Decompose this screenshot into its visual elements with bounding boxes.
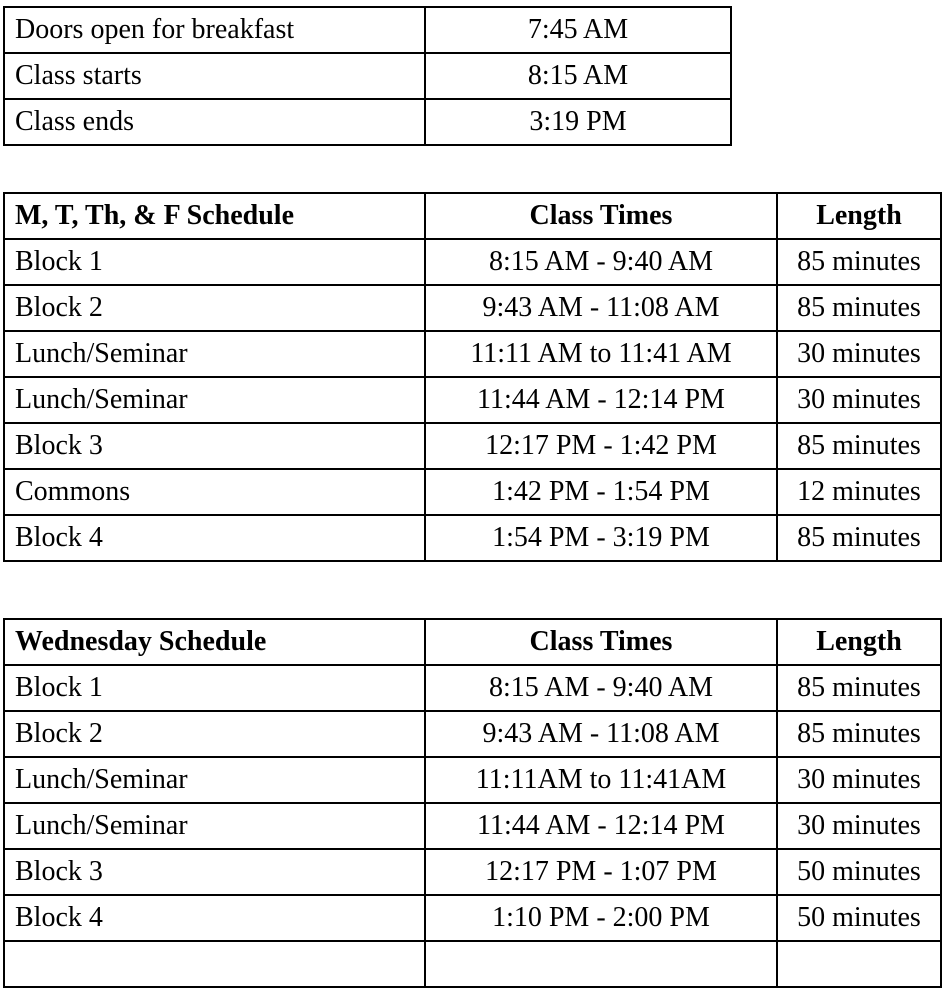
block-name: Lunch/Seminar	[4, 757, 425, 803]
block-length	[777, 941, 941, 987]
column-header-schedule-name: Wednesday Schedule	[4, 619, 425, 665]
table-row	[4, 711, 941, 757]
block-times: 8:15 AM - 9:40 AM	[425, 239, 777, 285]
block-name: Commons	[4, 469, 425, 515]
column-header-length: Length	[777, 619, 941, 665]
daily-time-label: Doors open for breakfast	[4, 7, 425, 53]
table-row	[4, 423, 941, 469]
block-name: Block 4	[4, 515, 425, 561]
table-row	[4, 53, 731, 99]
block-name: Block 4	[4, 895, 425, 941]
table-row	[4, 941, 941, 987]
block-length: 85 minutes	[777, 239, 941, 285]
block-name: Block 1	[4, 665, 425, 711]
table-row	[4, 239, 941, 285]
daily-time-value: 3:19 PM	[425, 99, 731, 145]
table-row	[4, 515, 941, 561]
column-header-class-times: Class Times	[425, 193, 777, 239]
mtthf-schedule-body	[4, 239, 941, 561]
table-row	[4, 895, 941, 941]
table-row	[4, 377, 941, 423]
block-length: 12 minutes	[777, 469, 941, 515]
block-length: 50 minutes	[777, 895, 941, 941]
block-name	[4, 941, 425, 987]
wednesday-schedule-table	[3, 618, 942, 988]
block-times	[425, 941, 777, 987]
block-times: 1:10 PM - 2:00 PM	[425, 895, 777, 941]
block-length: 30 minutes	[777, 757, 941, 803]
block-name: Block 2	[4, 711, 425, 757]
daily-times-table	[3, 6, 732, 146]
table-row	[4, 849, 941, 895]
table-row	[4, 757, 941, 803]
block-times: 1:54 PM - 3:19 PM	[425, 515, 777, 561]
table-row	[4, 469, 941, 515]
block-name: Block 3	[4, 423, 425, 469]
block-times: 8:15 AM - 9:40 AM	[425, 665, 777, 711]
wednesday-schedule-header	[4, 619, 941, 665]
table-row	[4, 7, 731, 53]
block-times: 12:17 PM - 1:07 PM	[425, 849, 777, 895]
block-times: 11:44 AM - 12:14 PM	[425, 377, 777, 423]
mtthf-schedule-table	[3, 192, 942, 562]
wednesday-schedule-body	[4, 665, 941, 987]
daily-time-label: Class ends	[4, 99, 425, 145]
block-times: 11:11 AM to 11:41 AM	[425, 331, 777, 377]
block-name: Lunch/Seminar	[4, 803, 425, 849]
block-name: Block 3	[4, 849, 425, 895]
table-row	[4, 99, 731, 145]
block-length: 85 minutes	[777, 665, 941, 711]
block-length: 50 minutes	[777, 849, 941, 895]
block-times: 12:17 PM - 1:42 PM	[425, 423, 777, 469]
column-header-class-times: Class Times	[425, 619, 777, 665]
table-row	[4, 665, 941, 711]
block-length: 30 minutes	[777, 803, 941, 849]
daily-time-label: Class starts	[4, 53, 425, 99]
block-length: 85 minutes	[777, 515, 941, 561]
table-header-row	[4, 619, 941, 665]
column-header-schedule-name: M, T, Th, & F Schedule	[4, 193, 425, 239]
block-length: 85 minutes	[777, 423, 941, 469]
table-row	[4, 803, 941, 849]
daily-time-value: 8:15 AM	[425, 53, 731, 99]
block-times: 9:43 AM - 11:08 AM	[425, 711, 777, 757]
block-name: Lunch/Seminar	[4, 377, 425, 423]
block-times: 11:11AM to 11:41AM	[425, 757, 777, 803]
daily-time-value: 7:45 AM	[425, 7, 731, 53]
block-name: Block 2	[4, 285, 425, 331]
block-times: 9:43 AM - 11:08 AM	[425, 285, 777, 331]
block-times: 11:44 AM - 12:14 PM	[425, 803, 777, 849]
block-times: 1:42 PM - 1:54 PM	[425, 469, 777, 515]
block-length: 85 minutes	[777, 711, 941, 757]
table-row	[4, 331, 941, 377]
table-header-row	[4, 193, 941, 239]
block-name: Block 1	[4, 239, 425, 285]
daily-times-body	[4, 7, 731, 145]
mtthf-schedule-header	[4, 193, 941, 239]
block-length: 30 minutes	[777, 377, 941, 423]
block-name: Lunch/Seminar	[4, 331, 425, 377]
column-header-length: Length	[777, 193, 941, 239]
table-row	[4, 285, 941, 331]
block-length: 85 minutes	[777, 285, 941, 331]
block-length: 30 minutes	[777, 331, 941, 377]
